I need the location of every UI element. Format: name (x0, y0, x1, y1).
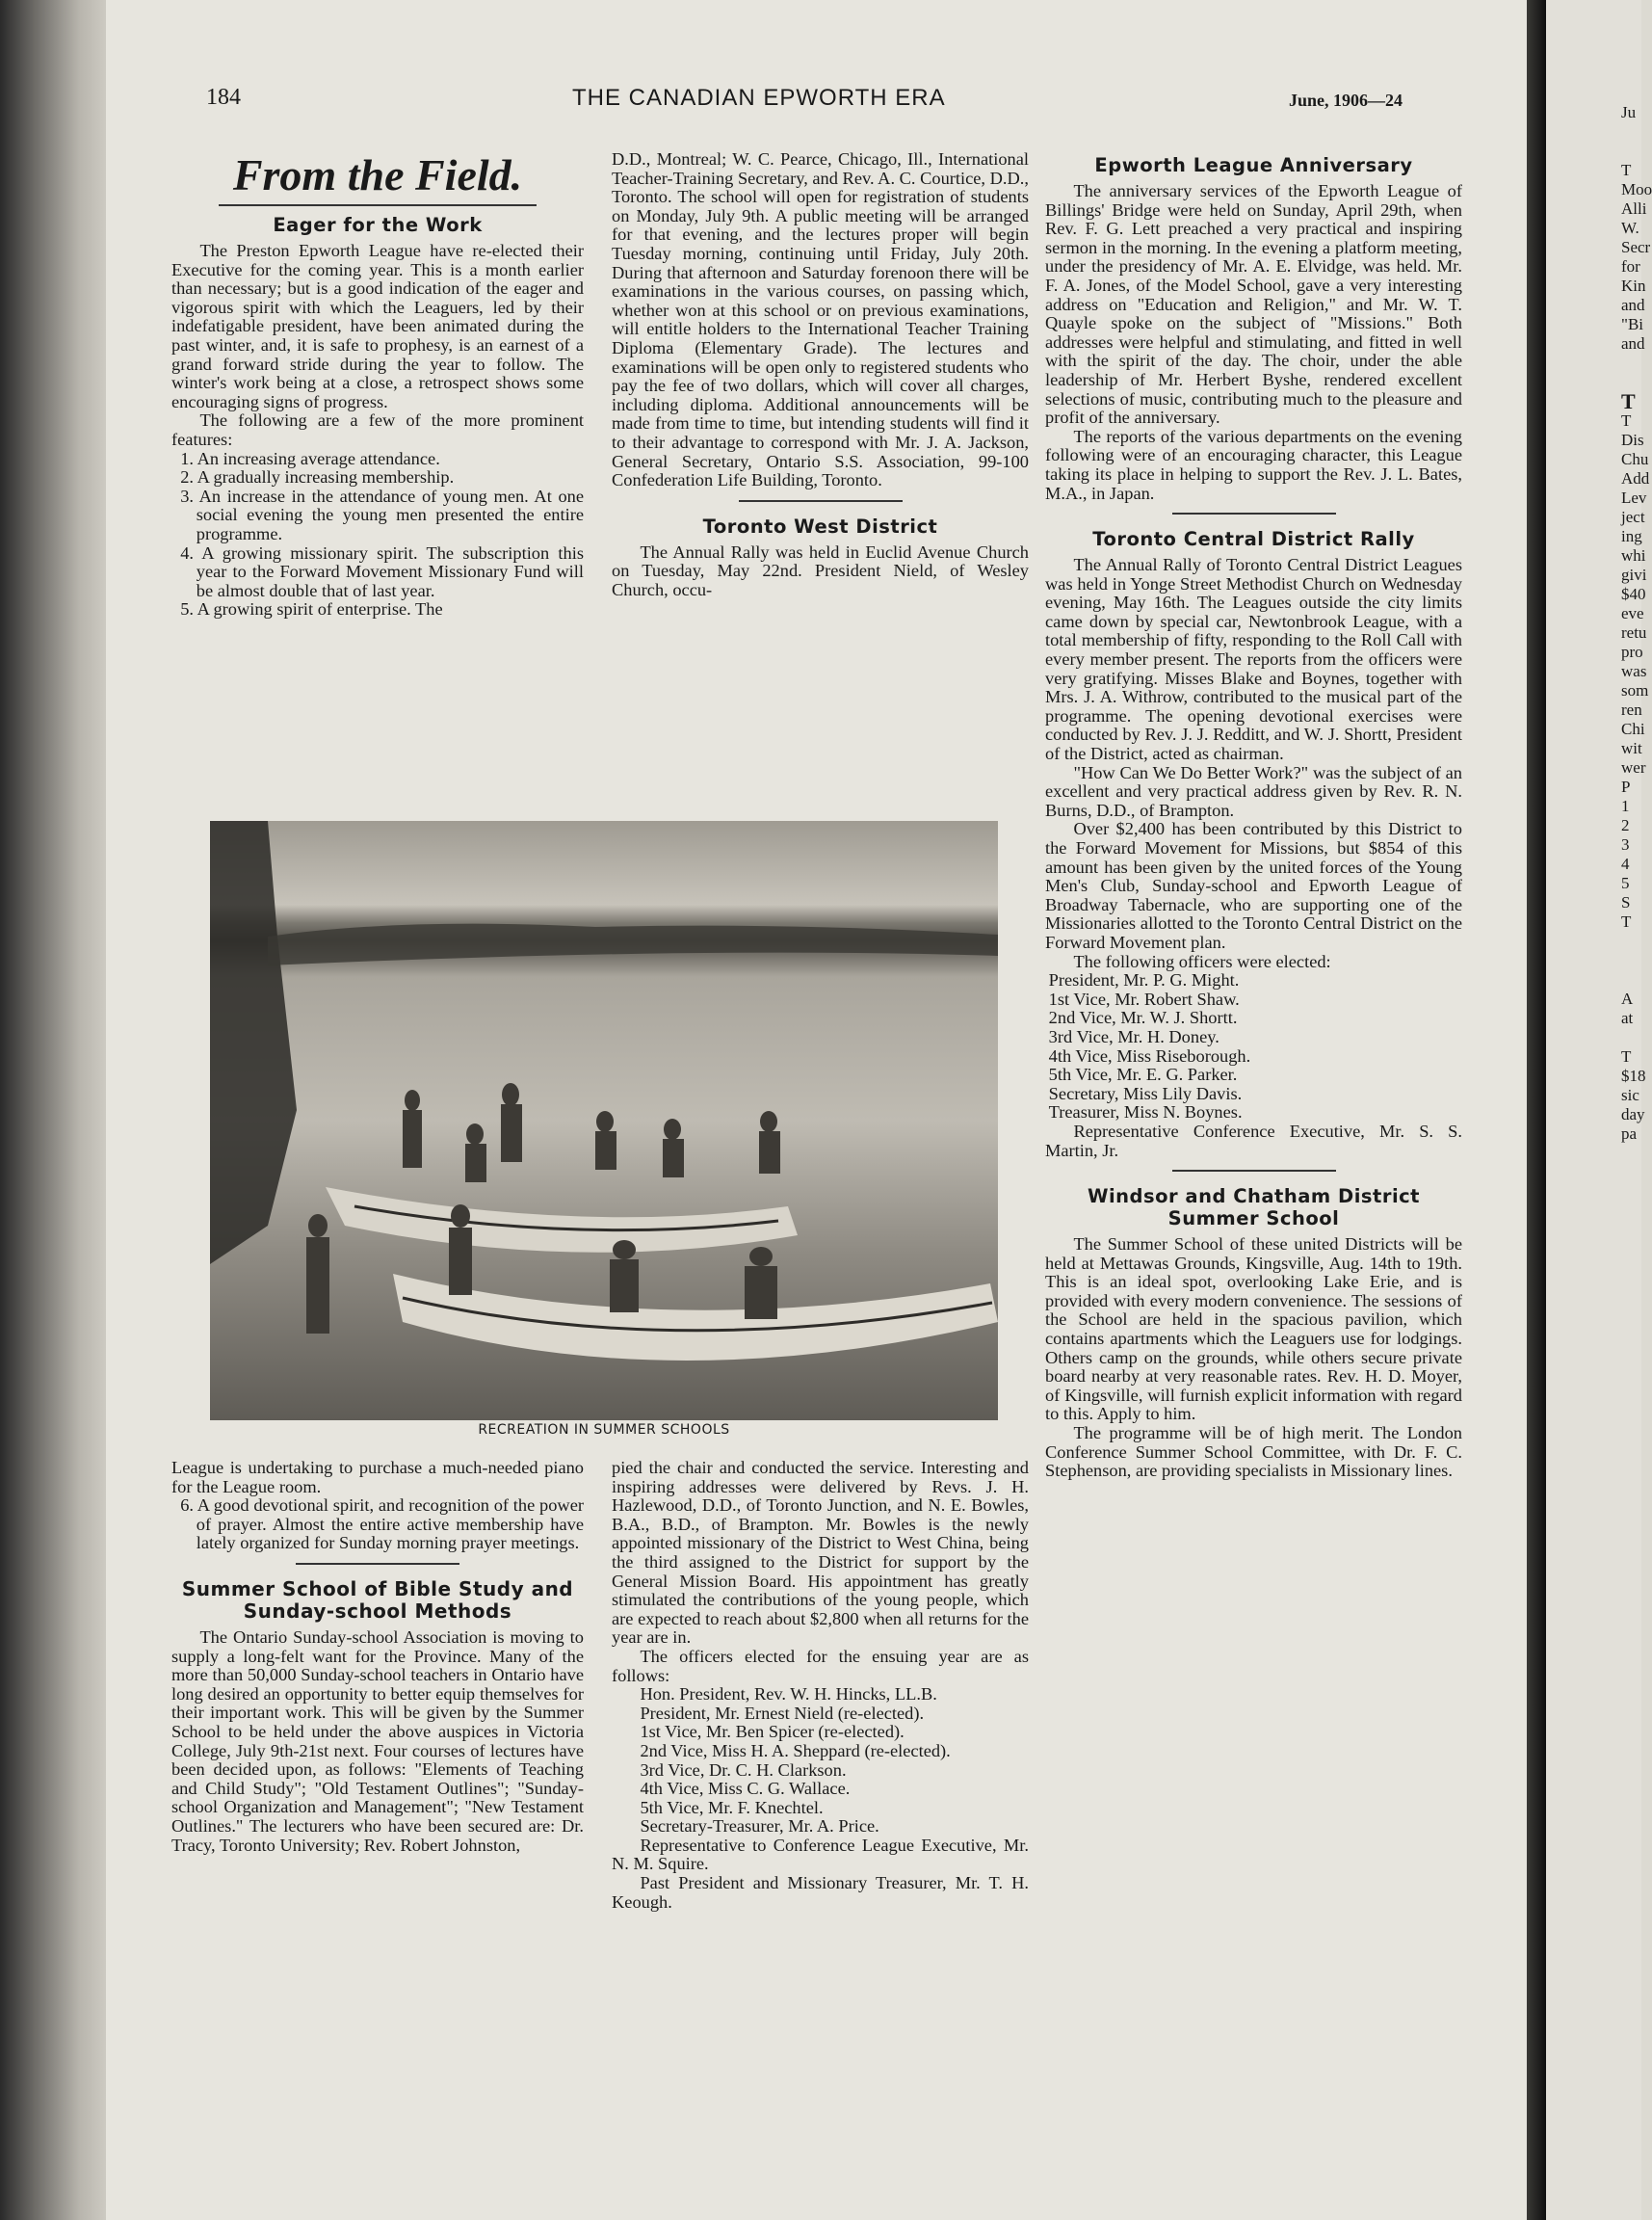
column-right (1045, 150, 1462, 1481)
column-middle-upper (612, 150, 1029, 599)
officer-line: Treasurer, Miss N. Boynes. (1048, 1102, 1243, 1123)
book-binding (0, 0, 114, 2220)
facing-page-fragment: was (1621, 662, 1647, 680)
column-middle-lower (612, 1459, 1029, 1912)
facing-page-fragment: P (1621, 778, 1631, 796)
facing-page-fragment: Kin (1621, 277, 1646, 295)
paragraph: "How Can We Do Better Work?" was the subject of an excellent and very practical address given by Rev. R. N. Burns, D.D., of Brampton. (1045, 762, 1462, 820)
facing-page-fragment: T (1621, 411, 1632, 430)
facing-page-fragment: givi (1621, 566, 1647, 584)
officer-line: 5th Vice, Mr. E. G. Parker. (1048, 1065, 1238, 1085)
facing-page-fragment (1546, 932, 1641, 951)
facing-page-text (1546, 0, 1652, 1144)
list-item: 2. A gradually increasing membership. (180, 467, 455, 488)
divider (296, 1563, 459, 1565)
list-item: 6. A good devotional spirit, and recognition of the power of prayer. Almost the entire active membership have lately organized for Sunday morning prayer meetings. (180, 1495, 584, 1553)
facing-page-fragment (1546, 354, 1641, 373)
facing-page-fragment: S (1621, 893, 1631, 912)
facing-page-fragment: retu (1621, 623, 1647, 642)
facing-page-fragment: Secr (1621, 238, 1651, 256)
facing-page-edge (1546, 0, 1652, 2220)
column-left-lower (171, 1459, 584, 1855)
paragraph: The officers elected for the ensuing year are as follows: (612, 1646, 1029, 1685)
facing-page-fragment: 2 (1621, 816, 1630, 834)
list-item: 4. A growing missionary spirit. The subscription this year to the Forward Movement Missionary Fund will be almost double that of last year. (180, 542, 584, 600)
officer-line: Past President and Missionary Treasurer, Mr. T. H. Keough. (612, 1873, 1029, 1912)
list-item: 1. An increasing average attendance. (180, 448, 440, 468)
facing-page-fragment: T (1621, 912, 1632, 931)
officer-line: 1st Vice, Mr. Ben Spicer (re-elected). (640, 1722, 905, 1742)
heading-eager-for-the-work: Eager for the Work (273, 214, 483, 236)
facing-page-fragment: and (1621, 334, 1645, 353)
facing-page-fragment: sic (1621, 1086, 1639, 1104)
facing-page-fragment: 1 (1621, 797, 1630, 815)
facing-page-fragment: whi (1621, 546, 1646, 565)
officer-line: 5th Vice, Mr. F. Knechtel. (640, 1797, 824, 1817)
page-number: 184 (206, 85, 241, 110)
paragraph: The programme will be of high merit. The London Conference Summer School Committee, with Dr. F. C. Stephenson, are providing specialists in Missionary lines. (1045, 1423, 1462, 1481)
paragraph: The anniversary services of the Epworth League of Billings' Bridge were held on Sunday, April 29th, when Rev. F. G. Lett preached a very practical and inspiring sermon in the morning. In the evening a platform meeting, under the presidency of Mr. A. E. Elvidge, was held. Mr. F. A. Jones, of the Model School, gave a very interesting address on "Education and Religion," and Mr. W. T. Quayle spoke on the subject of "Missions." Both addresses were helpful and stimulating, and fitted in well with the spirit of the day. The choir, under the able leadership of Mr. Herbert Byshe, rendered excellent selections of music, contributing much to the pleasure and profit of the anniversary. (1045, 181, 1462, 428)
title-rule (219, 204, 537, 206)
paragraph: The reports of the various departments on the evening following were of an encouraging character, this League taking its place in helping to support the Rev. J. L. Bates, M.A., in Japan. (1045, 426, 1462, 503)
facing-page-fragment: pro (1621, 643, 1643, 661)
heading-toronto-central-district-rally: Toronto Central District Rally (1092, 528, 1415, 551)
facing-page-fragment: day (1621, 1105, 1645, 1123)
paragraph: The following are a few of the more prominent features: (171, 410, 584, 449)
divider (1172, 513, 1336, 515)
facing-page-fragment: pa (1621, 1124, 1638, 1143)
facing-page-fragment: wer (1621, 758, 1646, 777)
officer-line: 1st Vice, Mr. Robert Shaw. (1048, 989, 1240, 1009)
paragraph: The Annual Rally was held in Euclid Avenue Church on Tuesday, May 22nd. President Nield, of Wesley Church, occu- (612, 542, 1029, 599)
paragraph: pied the chair and conducted the service. Interesting and inspiring addresses were delivered by Revs. J. H. Hazlewood, D.D., of Toronto Junction, and N. E. Bowles, B.A., B.D., of Brampton. Mr. Bowles is the newly appointed missionary of the District to West China, being the third assigned to the District for support by the General Mission Board. His appointment has greatly stimulated the contributions of the young people, which are expected to reach about $2,800 when all returns for the year are in. (612, 1458, 1029, 1648)
facing-page-fragment: for (1621, 257, 1640, 276)
facing-page-fragment: wit (1621, 739, 1642, 757)
officer-line: Hon. President, Rev. W. H. Hincks, LL.B. (640, 1684, 937, 1705)
paragraph: League is undertaking to purchase a much-needed piano for the League room. (171, 1458, 584, 1496)
facing-page-fragment: Add (1621, 469, 1650, 488)
heading-epworth-league-anniversary: Epworth League Anniversary (1094, 154, 1413, 176)
heading-windsor-chatham-summer-school: Windsor and Chatham District Summer School (1087, 1185, 1421, 1230)
facing-page-fragment: Lev (1621, 489, 1647, 507)
facing-page-fragment: Chi (1621, 720, 1645, 738)
divider (739, 500, 903, 502)
facing-page-fragment: T (1621, 161, 1632, 179)
paragraph: The Ontario Sunday-school Association is moving to supply a long-felt want for the Province. Many of the more than 50,000 Sunday-school teachers in Ontario have long desired an opportunity to better equip themselves for their important work. This will be given by the Summer School to be held under the above auspices in Victoria College, July 9th-21st next. Four courses of lectures have been decided upon, as follows: "Elements of Teaching and Child Study"; "Old Testament Outlines"; "Sunday-school Organization and Management"; "New Testament Outlines." The lecturers who have been secured are: Dr. Tracy, Toronto University; Rev. Robert Johnston, (171, 1626, 584, 1855)
officer-line: Secretary-Treasurer, Mr. A. Price. (640, 1816, 879, 1837)
facing-page-fragment: 4 (1621, 855, 1630, 873)
photo-caption: RECREATION IN SUMMER SCHOOLS (478, 1422, 730, 1438)
facing-page-fragment: Chu (1621, 450, 1649, 468)
officer-line: 4th Vice, Miss C. G. Wallace. (640, 1779, 851, 1799)
facing-page-fragment: ing (1621, 527, 1642, 545)
paragraph: D.D., Montreal; W. C. Pearce, Chicago, Ill., International Teacher-Training Secretary, and Rev. A. C. Courtice, D.D., Toronto. The school will open for registration of students on Monday, July 9th. A public meeting will be arranged for that evening, and the lectures proper will begin Tuesday morning, continuing until Friday, July 20th. During that afternoon and Saturday forenoon there will be examinations in the various courses, on passing which, whether won at this school or on previous examinations, will entitle holders to the International Teacher Training Diploma (Elementary Grade). The lectures and examinations will be open only to registered students who pay the fee of two dollars, which will cover all charges, including diploma. Additional announcements will be made from time to time, but intending students will find it to their advantage to correspond with Mr. J. A. Jackson, General Secretary, Ontario S.S. Association, 99-100 Confederation Life Building, Toronto. (612, 149, 1029, 490)
officer-line: President, Mr. P. G. Might. (1048, 970, 1240, 991)
officer-line: 3rd Vice, Mr. H. Doney. (1048, 1026, 1219, 1046)
paragraph: Over $2,400 has been contributed by this District to the Forward Movement for Missions, but $854 of this amount has been given by the united forces of the Young Men's Club, Sunday-school and Epworth League of Broadway Tabernacle, who are supporting one of the Missionaries allotted to the Toronto Central District on the Forward Movement plan. (1045, 819, 1462, 952)
facing-page-fragment (1546, 1028, 1641, 1047)
facing-page-fragment: A (1621, 990, 1634, 1008)
facing-page-fragment: Ju (1621, 103, 1637, 121)
facing-page-fragment: $40 (1621, 585, 1646, 603)
facing-page-fragment: Alli (1621, 199, 1647, 218)
photo-illustration (210, 821, 998, 1420)
divider (1172, 1170, 1336, 1172)
facing-page-fragment: Moo (1621, 180, 1652, 198)
officer-line: 3rd Vice, Dr. C. H. Clarkson. (640, 1759, 847, 1780)
list-item: 3. An increase in the attendance of young men. At one social evening the young men presented the entire programme. (180, 486, 584, 543)
facing-page-fragment: T (1621, 1047, 1632, 1066)
officer-line: 2nd Vice, Miss H. A. Sheppard (re-elected). (640, 1740, 951, 1760)
officer-line: Representative to Conference League Executive, Mr. N. M. Squire. (612, 1835, 1029, 1874)
facing-page-fragment: ject (1621, 508, 1645, 526)
facing-page-fragment (1546, 970, 1641, 990)
heading-toronto-west-district: Toronto West District (702, 515, 938, 538)
facing-page-fragment: $18 (1621, 1067, 1646, 1085)
facing-page-fragment: W. (1621, 219, 1639, 237)
section-title: From the Field. (232, 150, 523, 199)
officer-line: President, Mr. Ernest Nield (re-elected). (640, 1703, 925, 1723)
facing-page-fragment: at (1621, 1009, 1634, 1027)
facing-page-fragment: "Bi (1621, 315, 1644, 333)
facing-page-fragment: som (1621, 681, 1649, 700)
officer-line: 4th Vice, Miss Riseborough. (1048, 1045, 1251, 1066)
facing-page-fragment: 5 (1621, 874, 1630, 892)
summer-school-canoe-photo (210, 821, 998, 1420)
officer-line: Secretary, Miss Lily Davis. (1048, 1083, 1243, 1103)
page-gutter (1527, 0, 1546, 2220)
heading-summer-school-bible-study: Summer School of Bible Study and Sunday-school Methods (181, 1576, 574, 1623)
facing-page-fragment: eve (1621, 604, 1644, 622)
officer-line: Representative Conference Executive, Mr. S. S. Martin, Jr. (1045, 1121, 1462, 1160)
paragraph: The following officers were elected: (1073, 951, 1331, 971)
facing-page-fragment: Dis (1621, 431, 1644, 449)
facing-page-fragment: ren (1621, 700, 1642, 719)
facing-page-fragment: T (1621, 389, 1636, 413)
column-left-upper (171, 150, 584, 620)
issue-date: June, 1906—24 (1289, 91, 1403, 110)
facing-page-fragment: 3 (1621, 835, 1630, 854)
paragraph: The Summer School of these united Districts will be held at Mettawas Grounds, Kingsville, Aug. 14th to 19th. This is an ideal spot, overlooking Lake Erie, and is provided with every modern convenience. The sessions of the School are held in the spacious pavilion, which contains apartments which the Leaguers use for lodgings. Others camp on the grounds, while others secure private board nearby at very reasonable rates. Rev. H. D. Moyer, of Kingsville, will furnish explicit information with regard to this. Apply to him. (1045, 1234, 1462, 1424)
list-item: 5. A growing spirit of enterprise. The (180, 599, 443, 620)
officer-line: 2nd Vice, Mr. W. J. Shortt. (1048, 1008, 1238, 1028)
paragraph: The Preston Epworth League have re-elected their Executive for the coming year. This is a month earlier than necessary; but is a good indication of the eager and vigorous spirit with which the Leaguers, led by their indefatigable president, have been animated during the past winter, and, it is safe to prophesy, is an earnest of a grand forward stride during the year to follow. The winter's work being at a close, a retrospect shows some encouraging signs of progress. (171, 241, 584, 411)
facing-page-fragment: and (1621, 296, 1645, 314)
facing-page-fragment (1546, 951, 1641, 970)
paragraph: The Annual Rally of Toronto Central District Leagues was held in Yonge Street Methodist Church on Wednesday evening, May 16th. The Leagues outside the city limits came down by special car, Newtonbrook League, with a total membership of fifty, responding to the Roll Call with every member present. The reports from the officers were very gratifying. Misses Blake and Boynes, together with Mrs. J. A. Withrow, contributed to the musical part of the programme. The opening devotional exercises were conducted by Rev. J. J. Redditt, and W. J. Shortt, President of the District, acted as chairman. (1045, 555, 1462, 764)
publication-title: THE CANADIAN EPWORTH ERA (572, 85, 946, 111)
